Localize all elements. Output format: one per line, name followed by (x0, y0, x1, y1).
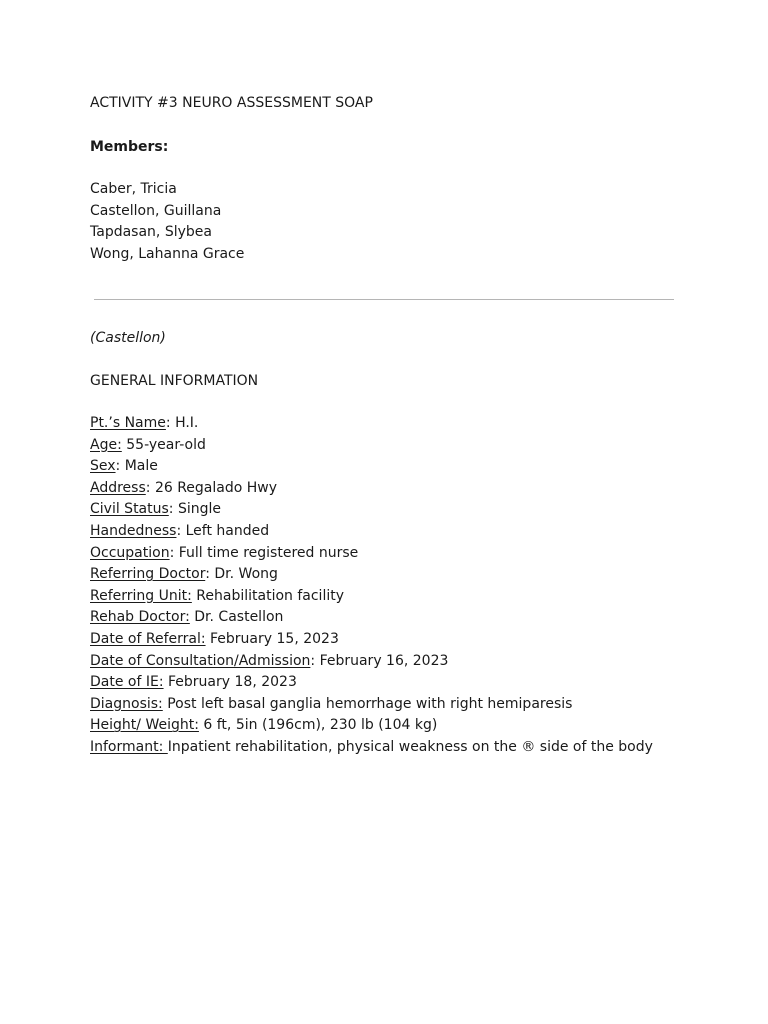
field-value: Post left basal ganglia hemorrhage with right hemiparesis (167, 695, 573, 712)
field-value: Full time registered nurse (178, 544, 359, 561)
document-header (90, 92, 690, 265)
info-row-address: Address: 26 Regalado Hwy (90, 479, 278, 496)
info-row-referring-doctor: Referring Doctor: Dr. Wong (90, 566, 278, 583)
info-row-referring-unit (90, 586, 730, 608)
info-row-civil-status: Civil Status: Single (90, 501, 222, 518)
info-row-handedness: Handedness: Left handed (90, 522, 270, 539)
field-label: Age: (90, 436, 122, 453)
info-row-age (90, 435, 730, 457)
info-row-diagnosis (90, 694, 730, 716)
info-row-height-weight (90, 715, 730, 737)
field-value: February 15, 2023 (210, 630, 339, 647)
horizontal-divider (94, 299, 674, 300)
info-row-date-of-ie (90, 672, 730, 694)
info-row-occupation: Occupation: Full time registered nurse (90, 544, 359, 561)
field-value: Inpatient rehabilitation, physical weakness on the ® side of the body (167, 738, 653, 755)
field-label: Informant: (90, 738, 168, 755)
field-value: Single (177, 501, 222, 518)
general-information-section (90, 327, 730, 759)
field-value: Rehabilitation facility (196, 587, 345, 604)
field-value: February 16, 2023 (319, 652, 449, 669)
field-value: Dr. Wong (214, 566, 278, 583)
member-item: Tapdasan, Slybea (90, 224, 212, 241)
members-list (90, 179, 690, 265)
field-label: Handedness (90, 522, 177, 539)
field-value: Left handed (185, 522, 270, 539)
field-value: 55-year-old (126, 436, 206, 453)
field-label: Date of Referral: (90, 630, 206, 647)
field-label: Height/ Weight: (90, 717, 199, 734)
patient-info-list (90, 413, 730, 759)
field-label: Pt.’s Name (90, 415, 166, 431)
field-label: Referring Unit: (90, 587, 192, 604)
info-row-patient-name: Pt.’s Name: H.I. (90, 415, 199, 431)
info-row-informant (90, 737, 730, 759)
field-label: Diagnosis: (90, 695, 163, 712)
member-item: Castellon, Guillana (90, 202, 222, 219)
field-value: Male (124, 458, 158, 475)
info-row-sex: Sex: Male (90, 458, 158, 475)
field-label: Date of IE: (90, 674, 164, 691)
field-value: H.I. (175, 415, 199, 431)
field-value: February 18, 2023 (168, 674, 297, 691)
section-heading: GENERAL INFORMATION (90, 373, 259, 389)
member-item: Wong, Lahanna Grace (90, 245, 245, 262)
field-value: 26 Regalado Hwy (154, 479, 278, 496)
field-label: Address (90, 479, 146, 496)
field-label: Referring Doctor (90, 566, 206, 583)
field-value: Dr. Castellon (194, 609, 284, 626)
members-heading: Members: (90, 139, 169, 155)
info-row-date-of-admission: Date of Consultation/Admission: February 16, 2023 (90, 652, 449, 669)
field-value: 6 ft, 5in (196cm), 230 lb (104 kg) (203, 717, 438, 734)
field-label: Rehab Doctor: (90, 609, 190, 626)
field-label: Date of Consultation/Admission (90, 652, 311, 669)
field-label: Civil Status (90, 501, 169, 518)
section-author: (Castellon) (90, 330, 166, 346)
info-row-rehab-doctor (90, 607, 730, 629)
member-item: Caber, Tricia (90, 181, 177, 197)
field-label: Sex (90, 458, 116, 475)
info-row-date-of-referral (90, 629, 730, 651)
document-title: ACTIVITY #3 NEURO ASSESSMENT SOAP (90, 95, 373, 111)
field-label: Occupation (90, 544, 170, 561)
